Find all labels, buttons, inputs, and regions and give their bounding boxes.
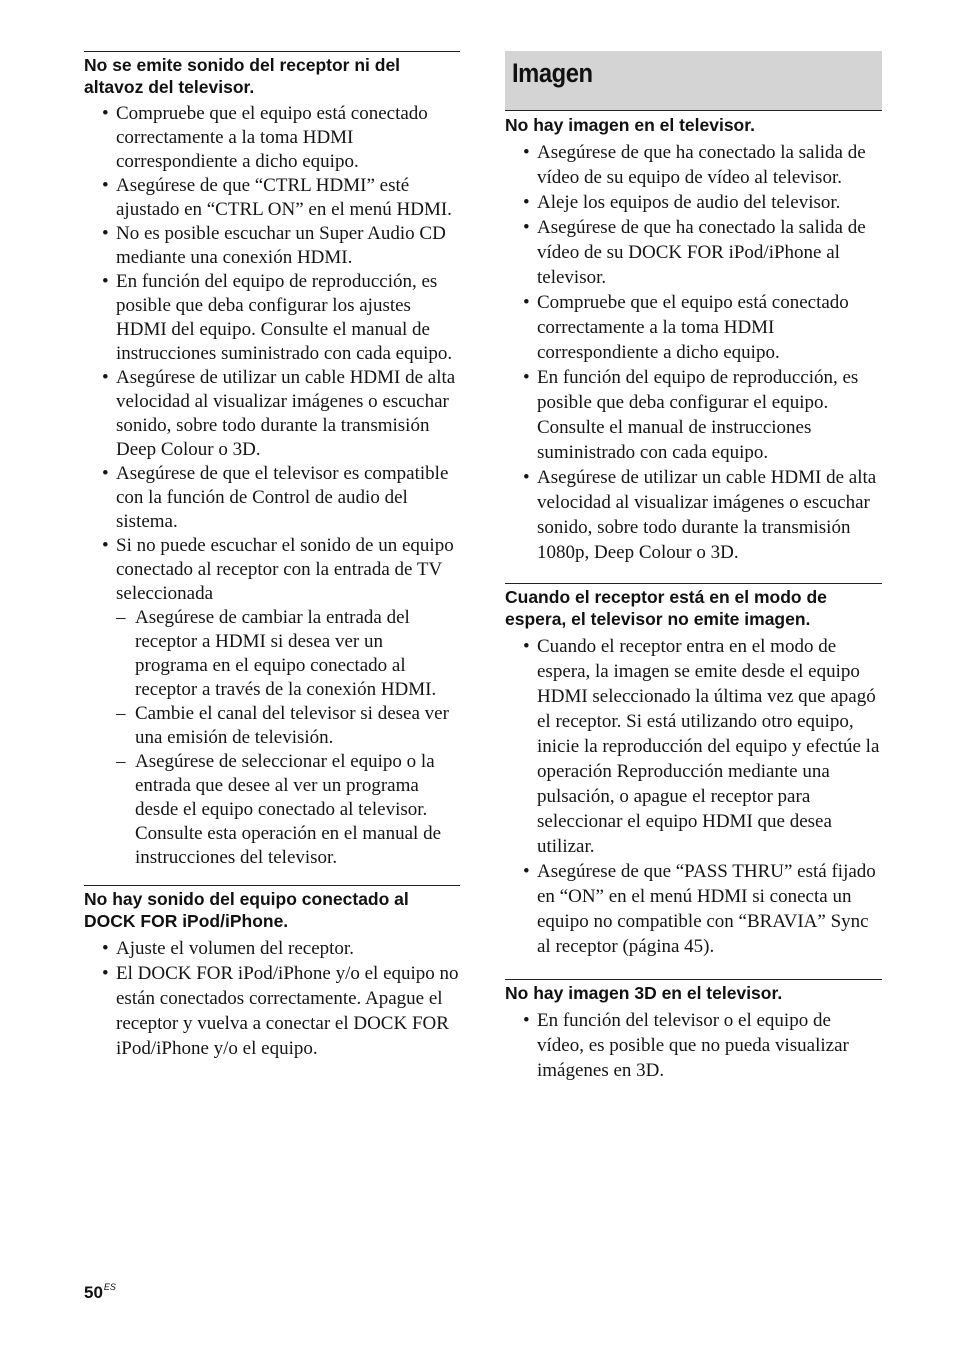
sublist-item: – Cambie el canal del televisor si desea ver una emisión de televisión. <box>116 702 460 750</box>
bullet-list <box>505 1008 882 1083</box>
list-item-text: Si no puede escuchar el sonido de un equipo conectado al receptor con la entrada de TV seleccionada <box>116 535 454 604</box>
list-item: • Compruebe que el equipo está conectado correctamente a la toma HDMI correspondiente a dicho equipo. <box>505 290 882 365</box>
list-item <box>84 534 460 870</box>
section-heading: No se emite sonido del receptor ni del altavoz del televisor. <box>84 55 401 97</box>
language-code: ES <box>103 1282 116 1292</box>
list-item: • No es posible escuchar un Super Audio CD mediante una conexión HDMI. <box>84 222 460 270</box>
section-no-image <box>505 114 882 565</box>
bullet-list <box>505 140 882 565</box>
bullet-list <box>505 634 882 959</box>
list-item: • Asegúrese de utilizar un cable HDMI de alta velocidad al visualizar imágenes o escuchar sonido, sobre todo durante la transmisión 1080p, Deep Colour o 3D. <box>505 465 882 565</box>
list-item: • Asegúrese de que ha conectado la salida de vídeo de su equipo de vídeo al televisor. <box>505 140 882 190</box>
page-number <box>84 1283 116 1303</box>
section-heading: No hay imagen 3D en el televisor. <box>505 983 783 1003</box>
list-item: • En función del equipo de reproducción, es posible que deba configurar el equipo. Consulte el manual de instrucciones suministrado con cada equipo. <box>505 365 882 465</box>
list-item: • Aleje los equipos de audio del televisor. <box>505 190 882 215</box>
chapter-title: Imagen <box>512 58 593 88</box>
bullet-list <box>84 936 460 1061</box>
dash-sublist <box>116 606 460 870</box>
list-item: • Asegúrese de utilizar un cable HDMI de alta velocidad al visualizar imágenes o escuchar sonido, sobre todo durante la transmisión Deep Colour o 3D. <box>84 366 460 462</box>
list-item: • En función del televisor o el equipo de vídeo, es posible que no pueda visualizar imágenes en 3D. <box>505 1008 882 1083</box>
list-item: • Cuando el receptor entra en el modo de espera, la imagen se emite desde el equipo HDMI seleccionado la última vez que apagó el receptor. Si está utilizando otro equipo, inicie la reproducción del equipo y efectúe la operación Reproducción mediante una pulsación, o apague el receptor para seleccionar el equipo HDMI que desea utilizar. <box>505 634 882 859</box>
section-no-3d-image <box>505 979 882 1083</box>
sublist-item: – Asegúrese de seleccionar el equipo o la entrada que desee al ver un programa desde el equipo conectado al televisor. Consulte esta operación en el manual de instrucciones del televisor. <box>116 750 460 870</box>
list-item: • Ajuste el volumen del receptor. <box>84 936 460 961</box>
section-heading: No hay imagen en el televisor. <box>505 115 755 135</box>
list-item: • Asegúrese de que “PASS THRU” está fijado en “ON” en el menú HDMI si conecta un equipo no compatible con “BRAVIA” Sync al receptor (página 45). <box>505 859 882 959</box>
section-no-sound-dock <box>84 885 460 1061</box>
section-heading: Cuando el receptor está en el modo de espera, el televisor no emite imagen. <box>505 587 827 629</box>
list-item: • En función del equipo de reproducción, es posible que deba configurar los ajustes HDMI del equipo. Consulte el manual de instrucciones suministrado con cada equipo. <box>84 270 460 366</box>
chapter-banner <box>505 51 882 111</box>
list-item: • Asegúrese de que “CTRL HDMI” esté ajustado en “CTRL ON” en el menú HDMI. <box>84 174 460 222</box>
section-no-sound-receiver <box>84 51 460 870</box>
sublist-item: – Asegúrese de cambiar la entrada del receptor a HDMI si desea ver un programa en el equipo conectado al receptor a través de la conexión HDMI. <box>116 606 460 702</box>
bullet-list <box>84 102 460 870</box>
list-item: • El DOCK FOR iPod/iPhone y/o el equipo no están conectados correctamente. Apague el receptor y vuelva a conectar el DOCK FOR iPod/iPhone y/o el equipo. <box>84 961 460 1061</box>
page-number-value: 50 <box>84 1283 103 1302</box>
section-standby-no-image <box>505 583 882 959</box>
list-item: • Compruebe que el equipo está conectado correctamente a la toma HDMI correspondiente a dicho equipo. <box>84 102 460 174</box>
list-item: • Asegúrese de que ha conectado la salida de vídeo de su DOCK FOR iPod/iPhone al televisor. <box>505 215 882 290</box>
section-heading: No hay sonido del equipo conectado al DOCK FOR iPod/iPhone. <box>84 889 409 931</box>
list-item: • Asegúrese de que el televisor es compatible con la función de Control de audio del sistema. <box>84 462 460 534</box>
